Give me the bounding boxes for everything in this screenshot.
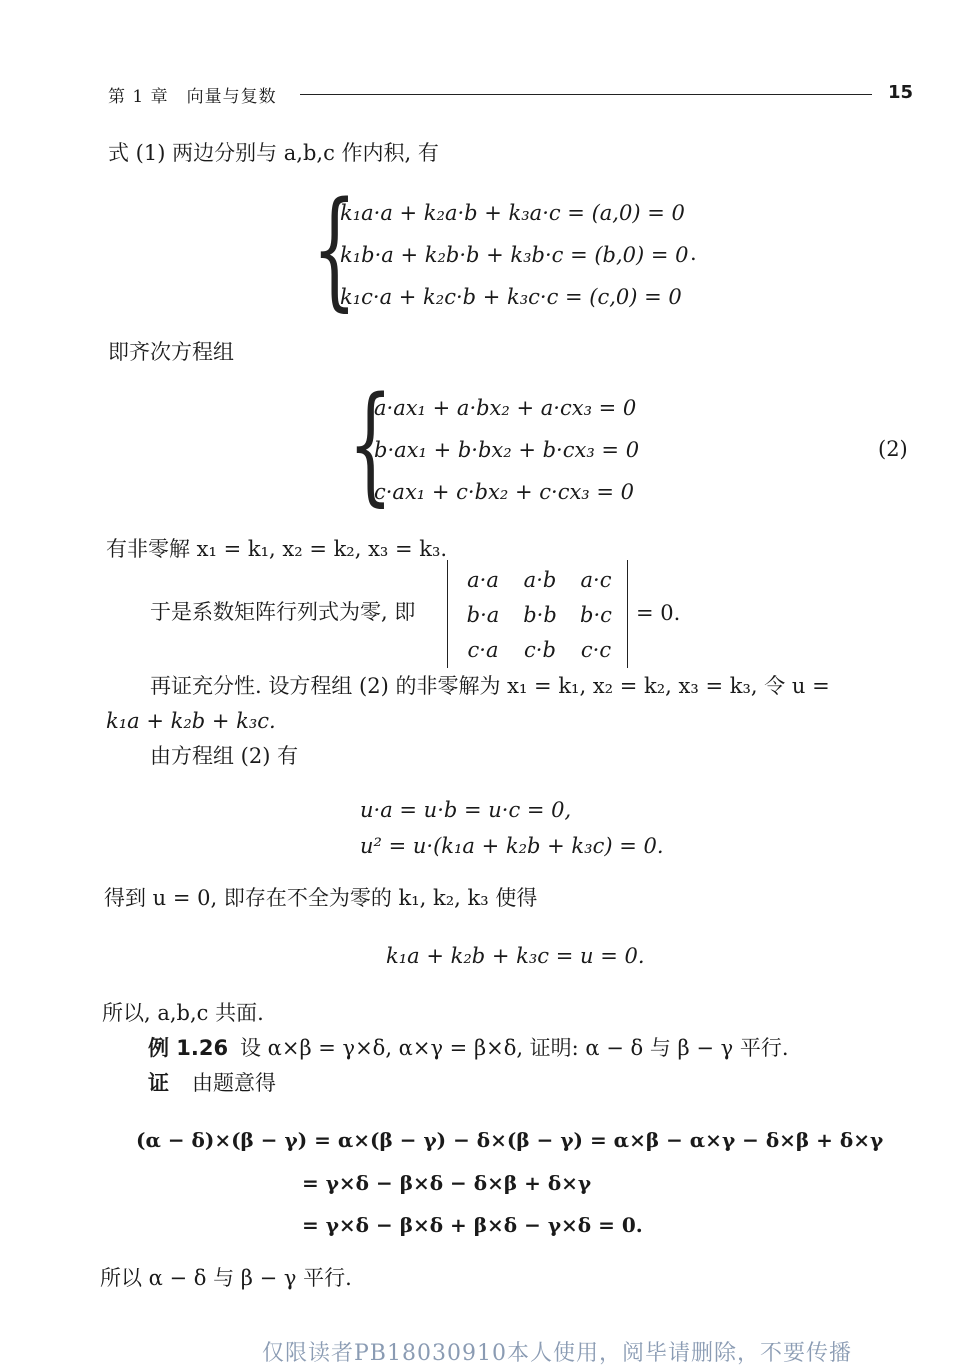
det-cell-r1c2: a·b bbox=[523, 568, 557, 592]
determinant-equals-zero: = 0. bbox=[636, 601, 681, 625]
chapter-header: 第 1 章 向量与复数 bbox=[108, 87, 277, 107]
determinant-right-bar bbox=[627, 560, 628, 668]
proof-label: 证 bbox=[148, 1071, 169, 1095]
paragraph-determinant: 于是系数矩阵行列式为零, 即 bbox=[150, 600, 416, 624]
system1-brace: { bbox=[312, 175, 357, 324]
system1-trailing-dot: . bbox=[690, 241, 697, 265]
watermark-text: 仅限读者PB18030910本人使用，阅毕请删除，不要传播 bbox=[262, 1341, 852, 1366]
paragraph-nonzero-solution: 有非零解 x₁ = k₁, x₂ = k₂, x₃ = k₃. bbox=[106, 537, 448, 561]
proof-equation-line2: = γ×δ − β×δ − δ×β + δ×γ bbox=[302, 1171, 592, 1195]
equation-linear-combination: k₁a + k₂b + k₃c = u = 0. bbox=[386, 944, 645, 968]
example-statement: 设 α×β = γ×δ, α×γ = β×δ, 证明: α − δ 与 β − γ 平行. bbox=[240, 1036, 789, 1060]
proof-intro: 由题意得 bbox=[192, 1071, 276, 1095]
paragraph-conclusion: 所以 α − δ 与 β − γ 平行. bbox=[100, 1266, 352, 1290]
det-cell-r2c3: b·c bbox=[580, 603, 612, 627]
equation-u-squared: u² = u·(k₁a + k₂b + k₃c) = 0. bbox=[360, 834, 664, 858]
paragraph-u-zero: 得到 u = 0, 即存在不全为零的 k₁, k₂, k₃ 使得 bbox=[104, 886, 538, 910]
system2-line3: c·ax₁ + c·bx₂ + c·cx₃ = 0 bbox=[374, 480, 635, 504]
paragraph-coplanar: 所以, a,b,c 共面. bbox=[102, 1001, 264, 1025]
paragraph-sufficiency-line1: 再证充分性. 设方程组 (2) 的非零解为 x₁ = k₁, x₂ = k₂, x₃ = k₃, 令 u = bbox=[150, 674, 830, 698]
header-rule bbox=[300, 94, 872, 95]
equation-number-2: (2) bbox=[878, 437, 908, 461]
system1-line2: k₁b·a + k₂b·b + k₃b·c = (b,0) = 0 bbox=[340, 243, 689, 267]
determinant-left-bar bbox=[447, 560, 448, 668]
det-cell-r1c1: a·a bbox=[467, 568, 499, 592]
det-cell-r3c2: c·b bbox=[524, 638, 556, 662]
paragraph-from-system: 由方程组 (2) 有 bbox=[150, 744, 299, 768]
equation-u-dot: u·a = u·b = u·c = 0, bbox=[360, 798, 572, 822]
paragraph-sufficiency-line2: k₁a + k₂b + k₃c. bbox=[106, 709, 276, 733]
example-label: 例 1.26 bbox=[148, 1036, 229, 1060]
paragraph-intro: 式 (1) 两边分别与 a,b,c 作内积, 有 bbox=[108, 141, 439, 165]
det-cell-r2c1: b·a bbox=[466, 603, 500, 627]
det-cell-r2c2: b·b bbox=[523, 603, 557, 627]
system2-brace: { bbox=[348, 370, 393, 519]
system2-line1: a·ax₁ + a·bx₂ + a·cx₃ = 0 bbox=[374, 396, 637, 420]
system2-line2: b·ax₁ + b·bx₂ + b·cx₃ = 0 bbox=[374, 438, 640, 462]
page-number: 15 bbox=[888, 82, 914, 103]
det-cell-r3c1: c·a bbox=[467, 638, 499, 662]
det-cell-r1c3: a·c bbox=[580, 568, 612, 592]
system1-line1: k₁a·a + k₂a·b + k₃a·c = (a,0) = 0 bbox=[340, 201, 685, 225]
det-cell-r3c3: c·c bbox=[580, 638, 612, 662]
system1-line3: k₁c·a + k₂c·b + k₃c·c = (c,0) = 0 bbox=[340, 285, 682, 309]
proof-equation-line3: = γ×δ − β×δ + β×δ − γ×δ = 0. bbox=[302, 1213, 643, 1237]
proof-equation-line1: (α − δ)×(β − γ) = α×(β − γ) − δ×(β − γ) = α×β − α×γ − δ×β + δ×γ bbox=[136, 1128, 884, 1152]
paragraph-homogeneous: 即齐次方程组 bbox=[108, 340, 234, 364]
